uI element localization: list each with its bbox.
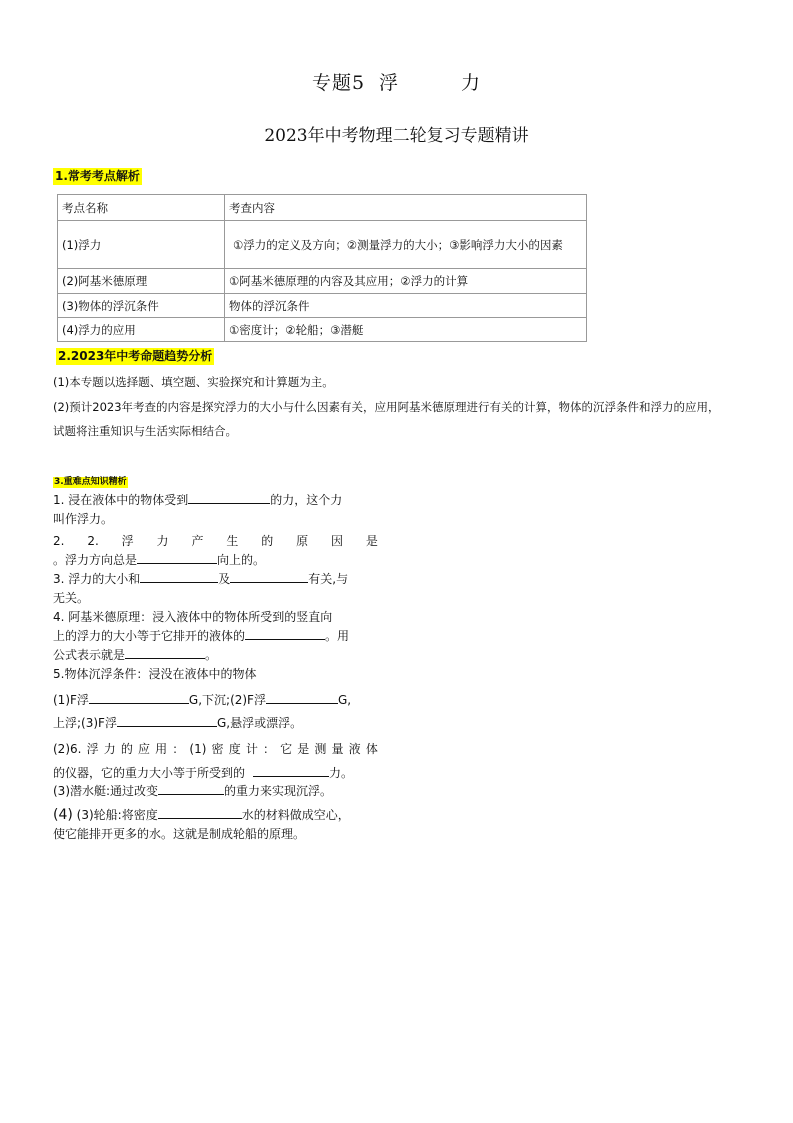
question-6-line-4: (4) (3)轮船:将密度 水的材料做成空心， (53, 807, 350, 823)
trend-paragraph-1: (1)本专题以选择题、填空题、实验探究和计算题为主。 (53, 375, 334, 389)
table-row (58, 294, 587, 318)
trend-paragraph-2: (2)预计2023年考查的内容是探究浮力的大小与什么因素有关，应用阿基米德原理进行有关的计算，物体的沉浮条件和浮力的应用，试题将注重知识与生活实际相结合。 (53, 400, 720, 438)
table-row (58, 318, 587, 342)
question-5-line-3: 上浮;(3)F浮 G,悬浮或漂浮。 (53, 716, 303, 730)
table-cell-name: (3)物体的浮沉条件 (58, 294, 225, 318)
page-title (0, 68, 793, 95)
question-1-line-2: 叫作浮力。 (53, 512, 114, 526)
section-2-heading: 2.2023年中考命题趋势分析 (58, 349, 213, 363)
table-cell-content: ①浮力的定义及方向；②测量浮力的大小；③影响浮力大小的因素 (225, 221, 587, 269)
fill-blank[interactable] (253, 764, 329, 777)
table-cell-content: ①密度计；②轮船；③潜艇 (225, 318, 587, 342)
title-word-1: 浮 (379, 72, 400, 94)
fill-blank[interactable] (188, 491, 270, 504)
table-header-row (58, 195, 587, 221)
title-word-2: 力 (461, 72, 482, 94)
table-cell-name: (1)浮力 (58, 221, 225, 269)
fill-blank[interactable] (158, 782, 224, 795)
fill-blank[interactable] (89, 691, 189, 704)
fill-blank[interactable] (117, 714, 217, 727)
question-3-line-1: 3. 浮力的大小和 及 有关,与 (53, 572, 349, 586)
table-cell-content: ①阿基米德原理的内容及其应用；②浮力的计算 (225, 269, 587, 294)
question-2-line-2: 。浮力方向总是 向上的。 (53, 553, 266, 567)
question-6-line-1: (2)6. 浮 力 的 应 用 ： (1) 密 度 计 ： 它 是 测 量 液 体 (53, 742, 378, 756)
fill-blank[interactable] (266, 691, 338, 704)
question-3-line-2: 无关。 (53, 591, 90, 605)
table-row (58, 269, 587, 294)
section-1-heading: 1.常考考点解析 (55, 169, 140, 183)
question-2-line-1: 2. 2. 浮 力 产 生 的 原 因 是 (53, 534, 378, 548)
question-6-line-2: 的仪器，它的重力大小等于所受到的 力。 (53, 766, 354, 780)
question-6-line-3: (3)潜水艇:通过改变 的重力来实现沉浮。 (53, 784, 333, 798)
question-5-line-2: (1)F浮 G,下沉;(2)F浮 G, (53, 693, 352, 707)
question-5-line-1: 5.物体沉浮条件：浸没在液体中的物体 (53, 667, 257, 681)
page-subtitle: 2023年中考物理二轮复习专题精讲 (264, 126, 529, 146)
question-4-line-2: 上的浮力的大小等于它排开的液体的 。用 (53, 629, 350, 643)
fill-blank[interactable] (230, 570, 308, 583)
section-3-heading: 3.重难点知识精析 (54, 477, 127, 487)
fill-blank[interactable] (245, 627, 325, 640)
question-6-line-5: 使它能排开更多的水。这就是制成轮船的原理。 (53, 827, 306, 841)
exam-points-table (57, 194, 587, 342)
fill-blank[interactable] (137, 551, 217, 564)
title-prefix: 专题5 (311, 72, 366, 94)
fill-blank[interactable] (125, 646, 205, 659)
table-cell-name: (2)阿基米德原理 (58, 269, 225, 294)
table-cell-name: (4)浮力的应用 (58, 318, 225, 342)
table-header-cell: 考点名称 (58, 195, 225, 221)
fill-blank[interactable] (158, 806, 242, 819)
question-4-line-3: 公式表示就是 。 (53, 648, 218, 662)
table-cell-content: 物体的浮沉条件 (225, 294, 587, 318)
fill-blank[interactable] (140, 570, 218, 583)
table-header-cell: 考查内容 (225, 195, 587, 221)
question-4-line-1: 4. 阿基米德原理：浸入液体中的物体所受到的竖直向 (53, 610, 333, 624)
question-1-line-1: 1. 浸在液体中的物体受到 的力，这个力 (53, 493, 343, 507)
table-row (58, 221, 587, 269)
